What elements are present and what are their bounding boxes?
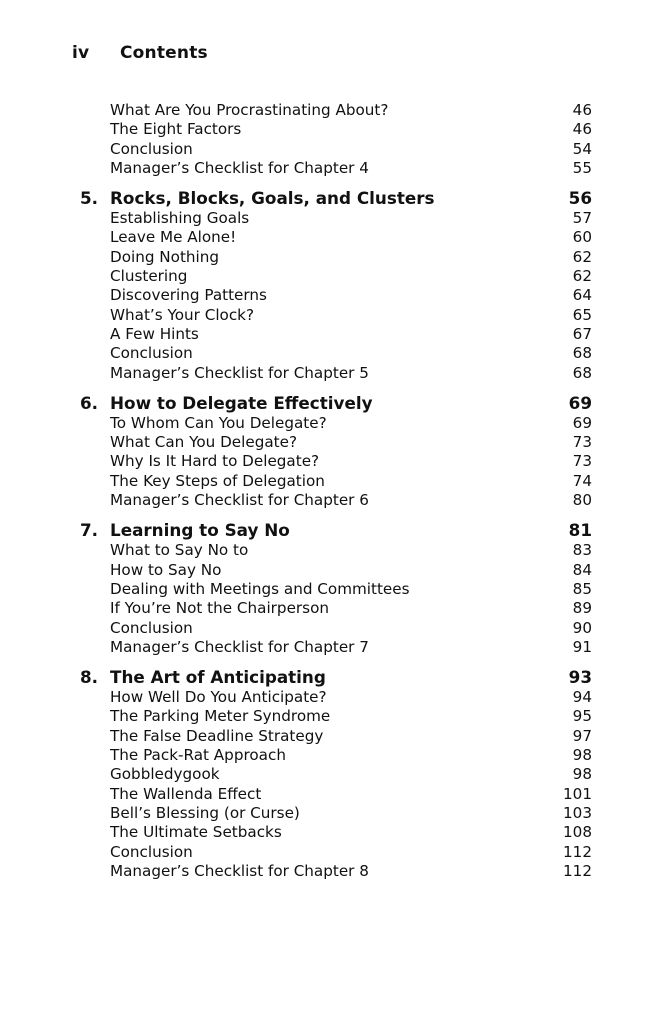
- toc-entry-title: The Ultimate Setbacks: [110, 823, 282, 842]
- toc-entry: [78, 452, 592, 471]
- toc-entry: [78, 306, 592, 325]
- running-head: [72, 43, 208, 63]
- toc-entry-page: 108: [563, 823, 592, 842]
- toc-entry: [78, 804, 592, 823]
- toc-entry: [78, 344, 592, 363]
- chapter-number: 7.: [80, 520, 99, 541]
- toc-entry: [78, 140, 592, 159]
- toc-entry-page: 68: [572, 363, 592, 382]
- chapter-page: 69: [568, 392, 592, 413]
- toc-entry-title: What’s Your Clock?: [110, 305, 255, 324]
- toc-entry: [78, 267, 592, 286]
- toc-entry-title: Manager’s Checklist for Chapter 6: [110, 491, 369, 510]
- toc-entry-page: 74: [572, 471, 592, 490]
- toc-entry-page: 95: [572, 707, 592, 726]
- toc-entry-title: Doing Nothing: [110, 247, 220, 266]
- toc-entry-page: 67: [572, 324, 592, 343]
- table-of-contents: [78, 101, 592, 881]
- toc-entry: [78, 688, 592, 707]
- toc-entry: [78, 364, 592, 383]
- chapter-block: [78, 519, 592, 657]
- toc-entry-title: Manager’s Checklist for Chapter 8: [110, 861, 369, 880]
- toc-entry-title: What to Say No to: [110, 541, 249, 560]
- toc-entry: [78, 580, 592, 599]
- toc-entry-page: 60: [572, 228, 592, 247]
- toc-entry-page: 46: [572, 120, 592, 139]
- toc-entry-page: 73: [572, 433, 592, 452]
- chapter-heading: [78, 187, 592, 209]
- toc-entry: [78, 862, 592, 881]
- chapter-heading: [78, 666, 592, 688]
- page-title: Contents: [120, 43, 208, 63]
- chapter-number: 6.: [80, 392, 99, 413]
- toc-entry-title: Manager’s Checklist for Chapter 7: [110, 637, 369, 656]
- toc-entry: [78, 120, 592, 139]
- toc-entry: [78, 414, 592, 433]
- toc-entry-title: Establishing Goals: [110, 209, 250, 228]
- toc-entry-title: If You’re Not the Chairperson: [110, 599, 329, 618]
- toc-entry-title: How to Say No: [110, 560, 222, 579]
- toc-entry-title: Discovering Patterns: [110, 286, 267, 305]
- toc-entry-page: 112: [563, 842, 592, 861]
- page-folio: iv: [72, 43, 90, 63]
- toc-entry-page: 64: [572, 286, 592, 305]
- toc-entry-page: 89: [572, 599, 592, 618]
- toc-entry: [78, 159, 592, 178]
- toc-entry: [78, 785, 592, 804]
- toc-entry: [78, 101, 592, 120]
- toc-entry-title: Conclusion: [110, 139, 193, 158]
- toc-entry: [78, 823, 592, 842]
- toc-entry-title: Clustering: [110, 267, 188, 286]
- chapter-title: The Art of Anticipating: [110, 667, 326, 688]
- toc-entry: [78, 325, 592, 344]
- toc-entry-title: Conclusion: [110, 618, 193, 637]
- toc-entry-page: 91: [572, 637, 592, 656]
- toc-entry: [78, 619, 592, 638]
- toc-entry-title: Manager’s Checklist for Chapter 4: [110, 158, 369, 177]
- toc-entry-title: Conclusion: [110, 344, 193, 363]
- toc-entry-page: 103: [563, 803, 592, 822]
- continued-entries: [78, 101, 592, 178]
- toc-entry-page: 84: [572, 560, 592, 579]
- toc-entry-title: The False Deadline Strategy: [110, 726, 324, 745]
- chapter-title: Learning to Say No: [110, 520, 290, 541]
- toc-entry-page: 73: [572, 452, 592, 471]
- toc-entry-title: Conclusion: [110, 842, 193, 861]
- toc-entry-page: 65: [572, 305, 592, 324]
- toc-entry: [78, 433, 592, 452]
- chapter-heading: [78, 392, 592, 414]
- toc-entry-title: The Parking Meter Syndrome: [110, 707, 331, 726]
- toc-entry: [78, 541, 592, 560]
- toc-entry-title: Bell’s Blessing (or Curse): [110, 803, 300, 822]
- chapter-title: Rocks, Blocks, Goals, and Clusters: [110, 188, 435, 209]
- toc-entry: [78, 707, 592, 726]
- chapter-page: 93: [568, 667, 592, 688]
- toc-entry-page: 55: [572, 158, 592, 177]
- toc-entry-title: How Well Do You Anticipate?: [110, 688, 327, 707]
- chapter-block: [78, 666, 592, 881]
- toc-entry-page: 46: [572, 101, 592, 119]
- toc-entry: [78, 209, 592, 228]
- toc-entry-title: The Wallenda Effect: [110, 784, 262, 803]
- toc-entry-page: 94: [572, 688, 592, 707]
- toc-entry-page: 62: [572, 247, 592, 266]
- chapter-block: [78, 392, 592, 510]
- toc-entry: [78, 638, 592, 657]
- chapter-page: 81: [568, 520, 592, 541]
- toc-entry: [78, 727, 592, 746]
- toc-entry: [78, 286, 592, 305]
- toc-entry: [78, 561, 592, 580]
- chapter-title: How to Delegate Effectively: [110, 392, 373, 413]
- toc-entry-page: 98: [572, 765, 592, 784]
- toc-entry: [78, 843, 592, 862]
- toc-entry-title: A Few Hints: [110, 324, 199, 343]
- toc-entry: [78, 599, 592, 618]
- toc-entry: [78, 746, 592, 765]
- toc-entry-page: 62: [572, 267, 592, 286]
- toc-entry-title: Gobbledygook: [110, 765, 220, 784]
- toc-entry: [78, 248, 592, 267]
- toc-entry: [78, 472, 592, 491]
- toc-entry-title: The Pack-Rat Approach: [110, 746, 286, 765]
- chapter-heading: [78, 519, 592, 541]
- toc-entry-page: 68: [572, 344, 592, 363]
- toc-entry-page: 112: [563, 861, 592, 880]
- toc-entry-title: What Are You Procrastinating About?: [110, 101, 389, 119]
- toc-entry-page: 85: [572, 579, 592, 598]
- toc-entry-page: 98: [572, 746, 592, 765]
- toc-entry-page: 83: [572, 541, 592, 560]
- chapter-number: 8.: [80, 667, 99, 688]
- toc-entry: [78, 491, 592, 510]
- toc-entry-title: The Key Steps of Delegation: [110, 471, 325, 490]
- toc-entry-title: Leave Me Alone!: [110, 228, 237, 247]
- toc-entry: [78, 765, 592, 784]
- toc-entry-title: Why Is It Hard to Delegate?: [110, 452, 320, 471]
- toc-entry-page: 101: [563, 784, 592, 803]
- toc-entry-page: 80: [572, 491, 592, 510]
- toc-entry-page: 90: [572, 618, 592, 637]
- toc-entry: [78, 228, 592, 247]
- toc-entry-title: Manager’s Checklist for Chapter 5: [110, 363, 369, 382]
- chapter-page: 56: [568, 188, 592, 209]
- toc-entry-page: 69: [572, 413, 592, 432]
- chapter-list: [78, 187, 592, 881]
- toc-entry-page: 97: [572, 726, 592, 745]
- toc-entry-title: Dealing with Meetings and Committees: [110, 579, 410, 598]
- toc-entry-title: What Can You Delegate?: [110, 433, 298, 452]
- toc-entry-title: To Whom Can You Delegate?: [110, 413, 327, 432]
- chapter-block: [78, 187, 592, 383]
- toc-entry-page: 54: [572, 139, 592, 158]
- toc-entry-title: The Eight Factors: [110, 120, 242, 139]
- toc-entry-page: 57: [572, 209, 592, 228]
- chapter-number: 5.: [80, 188, 99, 209]
